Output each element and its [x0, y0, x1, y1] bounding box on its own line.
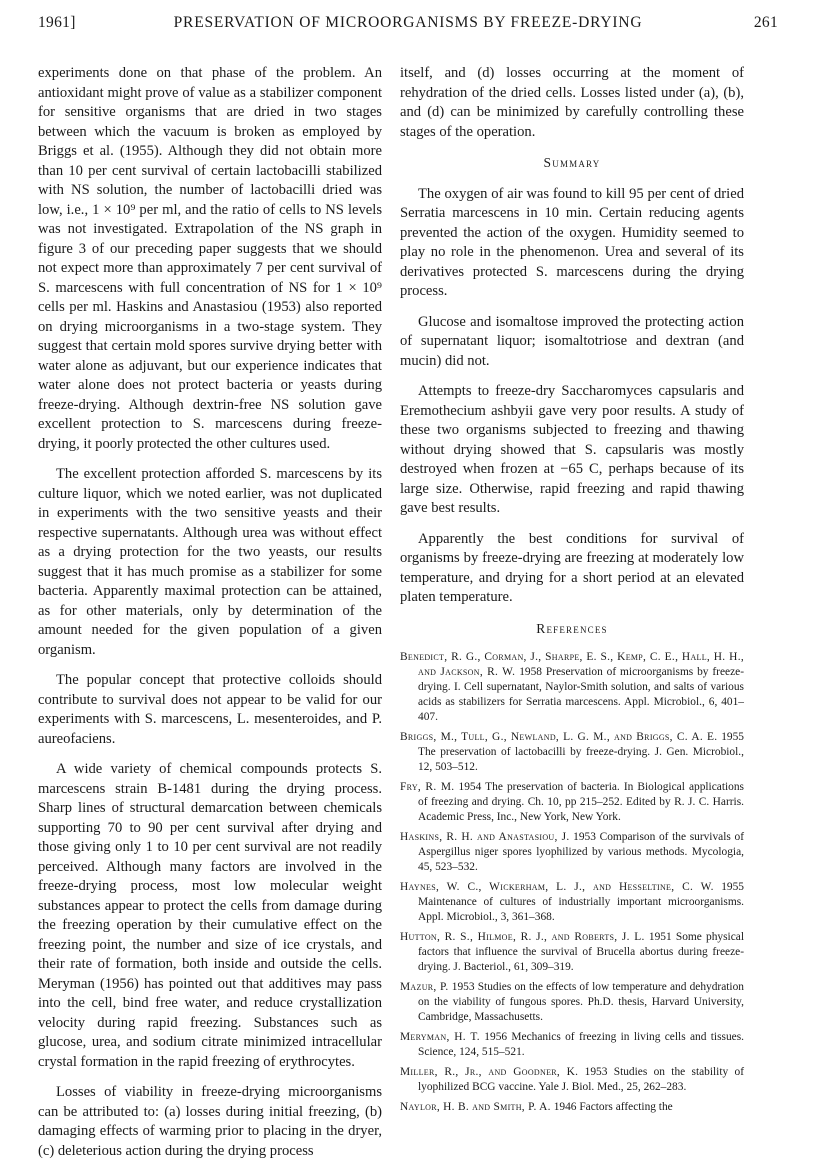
reference-item: Haskins, R. H. and Anastasiou, J. 1953 Comparison of the survivals of Aspergillus niger spores lyophilized by various methods. Mycologia, 45, 523–532.: [400, 831, 744, 873]
page-header: [38, 14, 778, 36]
reference-item: Fry, R. M. 1954 The preservation of bacteria. In Biological applications of freezing and drying. Ch. 10, pp 215–252. Edited by R. J. C. Harris. Academic Press, Inc., New York, New York.: [400, 781, 744, 823]
reference-item: Mazur, P. 1953 Studies on the effects of low temperature and dehydration on the viability of fungous spores. Ph.D. thesis, Harvard University, Cambridge, Massachusetts.: [400, 981, 744, 1023]
summary-heading: Summary: [543, 155, 601, 170]
reference-item: Benedict, R. G., Corman, J., Sharpe, E. S., Kemp, C. E., Hall, H. H., and Jackson, R. W. 1958 Preservation of microorganisms by freeze-drying. I. Cell supernatant, Naylor-Smith solution, and salts of various acids as stabilizers for Serratia marcescens. Appl. Microbiol., 6, 401–407.: [400, 651, 744, 723]
summary-paragraph: Glucose and isomaltose improved the protecting action of supernatant liquor; isomaltotriose and dextran (and mucin) did not.: [400, 313, 744, 369]
left-column: [38, 64, 382, 1172]
summary-paragraph: Attempts to freeze-dry Saccharomyces capsularis and Eremothecium ashbyii gave very poor results. A study of these two organisms subjected to freezing and thawing without drying showed that S. capsularis was mostly destroyed when frozen at −65 C, perhaps because of its large size. Otherwise, rapid freezing and rapid thawing gave best results.: [400, 383, 744, 516]
journal-year: 1961]: [38, 14, 76, 31]
reference-item: Haynes, W. C., Wickerham, L. J., and Hesseltine, C. W. 1955 Maintenance of cultures of industrially important microorganisms. Appl. Microbiol., 3, 361–368.: [400, 881, 744, 923]
reference-list: [400, 650, 744, 1115]
summary-paragraph: The oxygen of air was found to kill 95 per cent of dried Serratia marcescens in 10 min. Certain reducing agents prevented the action of the oxygen. Humidity seemed to play no role in the phenomenon. Urea and several of its derivatives protected S. marcescens during the drying process.: [400, 185, 744, 299]
paragraph: experiments done on that phase of the problem. An antioxidant might prove of value as a stabilizer component for sensitive organisms that are dried in two stages between which the vacuum is broken as employed by Briggs et al. (1955). Although they did not obtain more than 10 per cent survival of certain lactobacilli stabilized with NS solution, the number of lactobacilli dried was low, i.e., 1 × 10⁹ per ml, and the ratio of cells to NS levels was not investigated. Extrapolation of the NS graph in figure 3 of our preceding paper suggests that we should not expect more than approximately 7 per cent survival of S. marcescens with full concentration of NS for 1 × 10⁹ cells per ml. Haskins and Anastasiou (1953) also reported on drying microorganisms in a two-stage system. They suggest that certain mold spores survive drying better with water alone as adjuvant, but our experience indicates that water alone does not protect bacteria or yeasts during freeze-drying. Although dextrin-free NS solution gave excellent protection to S. marcescens during freeze-drying, it poorly protected the other cultures used.: [38, 65, 382, 452]
reference-item: Miller, R., Jr., and Goodner, K. 1953 Studies on the stability of lyophilized BCG vaccine. Yale J. Biol. Med., 25, 262–283.: [400, 1066, 745, 1093]
reference-item: Hutton, R. S., Hilmoe, R. J., and Roberts, J. L. 1951 Some physical factors that influence the survival of Brucella abortus during freeze-drying. J. Bacteriol., 61, 309–319.: [400, 931, 744, 973]
paragraph: A wide variety of chemical compounds protects S. marcescens strain B-1481 during the drying process. Sharp lines of structural demarcation between chemicals supporting 70 to 90 per cent survival after drying and those giving only 1 to 10 per cent survival are not readily perceived. Although many factors are involved in the freeze-drying process, most low molecular weight substances appear to protect the cells from damage during the freezing operation by their cumulative effect on the freezing point, the number and size of ice crystals, and their rate of formation, both inside and outside the cells. Meryman (1956) has pointed out that additives may pass into the cell, bind free water, and reduce crystallization velocity during rapid freezing. Substances such as glucose, urea, and sodium citrate minimized intracellular crystal formation in the rapid freezing of erythrocytes.: [38, 761, 382, 1070]
reference-item: Briggs, M., Tull, G., Newland, L. G. M., and Briggs, C. A. E. 1955 The preservation of lactobacilli by freeze-drying. J. Gen. Microbiol., 12, 503–512.: [400, 731, 744, 773]
paragraph: The excellent protection afforded S. marcescens by its culture liquor, which we noted earlier, was not duplicated in experiments with the two sensitive yeasts and their respective supernatants. Although urea was without effect as a drying protection for the two yeasts, our results suggest that it has much promise as a stabilizer for some bacteria. Apparently maximal protection can be attained, as for other materials, only by determination of the amount needed for the given population of a given organism.: [38, 466, 382, 658]
reference-item: Meryman, H. T. 1956 Mechanics of freezing in living cells and tissues. Science, 124, 515–521.: [400, 1031, 744, 1058]
page-number: 261: [753, 14, 778, 31]
reference-item: Naylor, H. B. and Smith, P. A. 1946 Factors affecting the: [400, 1101, 673, 1113]
summary-paragraph: Apparently the best conditions for survival of organisms by freeze-drying are freezing at moderately low temperature, and drying for a short period at an elevated platen temperature.: [400, 530, 744, 605]
paragraph: itself, and (d) losses occurring at the moment of rehydration of the dried cells. Losses listed under (a), (b), and (d) can be minimized by carefully controlling these stages of the operation.: [400, 65, 744, 140]
paragraph: The popular concept that protective colloids should contribute to survival does not appear to be valid for our experiments with S. marcescens, L. mesenteroides, and P. aureofaciens.: [38, 672, 382, 747]
references-heading: References: [536, 620, 608, 636]
running-title: PRESERVATION OF MICROORGANISMS BY FREEZE-DRYING: [173, 14, 643, 31]
right-column: [400, 64, 744, 1120]
paragraph: Losses of viability in freeze-drying microorganisms can be attributed to: (a) losses during initial freezing, (b) damaging effects of warming prior to placing in the dryer, (c) deleterious action during the drying process: [38, 1084, 382, 1159]
